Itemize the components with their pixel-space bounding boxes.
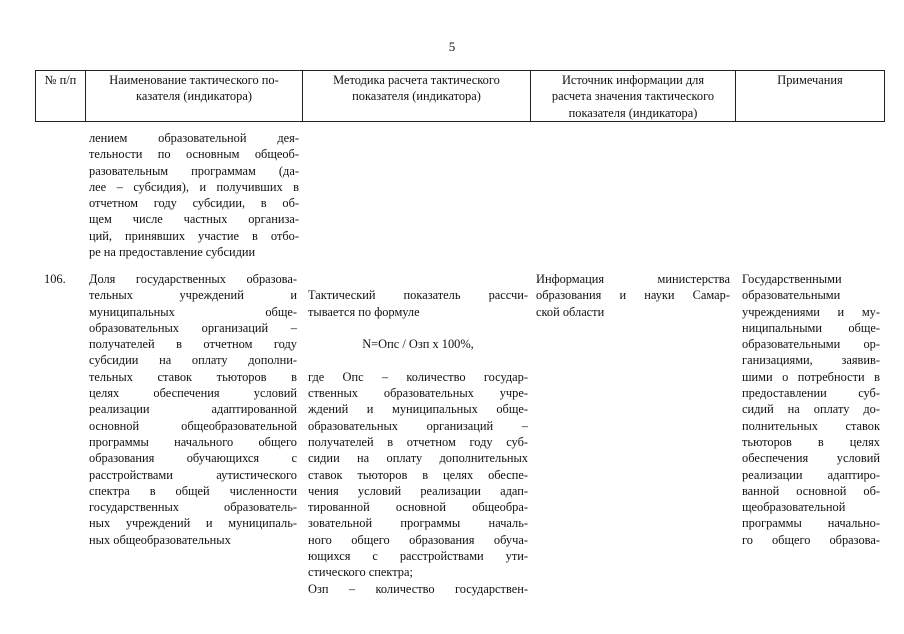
text-line: ющихся с расстройствами ути- — [308, 549, 528, 564]
text-line: тельности по основным общеоб- — [89, 147, 299, 162]
text-line: Информация министерства — [536, 272, 730, 286]
text-line: образовательных организаций – — [308, 418, 528, 433]
text-line: ганизациями, заявив- — [742, 353, 880, 368]
header-col-method: Методика расчета тактического показателя (индикатора) — [303, 71, 531, 121]
page-number: 5 — [448, 39, 456, 54]
text-line: реализации адаптированной — [89, 402, 297, 417]
text-line: ской области — [536, 304, 605, 319]
text-line: сидий на оплату до- — [742, 402, 880, 417]
text-line: ждений и муниципальных обще- — [308, 402, 528, 417]
text-line: стического спектра; — [308, 565, 413, 580]
text-line: Озп – количество государствен- — [308, 581, 528, 596]
text-line: образовательными — [742, 288, 841, 303]
text-line: шими о потребности в — [742, 369, 880, 384]
text-line: зовательной программы началь- — [308, 516, 528, 531]
text-line: Государственными — [742, 272, 842, 286]
text-line: образовательными ор- — [742, 337, 880, 352]
text-line: где Опс – количество государ- — [308, 369, 528, 384]
continued-row-name — [89, 130, 299, 260]
text-line: отчетном году субсидии, в об- — [89, 196, 299, 211]
text-line: полнительных ставок — [742, 418, 880, 433]
text-line: ре на предоставление субсидии — [89, 245, 256, 260]
text-line: го общего образова- — [742, 532, 880, 547]
header-col-source: Источник информации для расчета значения тактического показателя (индикатора) — [531, 71, 736, 121]
text-line: получателей в отчетном году суб- — [308, 434, 528, 449]
text-line: ванной основной об- — [742, 483, 880, 498]
text-line: образования обучающихся с — [89, 451, 297, 466]
text-line: щеобразовательной — [742, 500, 846, 515]
row-notes — [742, 271, 880, 548]
text-line: лее – субсидия), и получивших в — [89, 179, 299, 194]
text-line: тывается по формуле — [308, 304, 420, 319]
text-line: получателей в отчетном году — [89, 337, 297, 352]
text-line: программы начально- — [742, 516, 880, 531]
text-line: тьюторов в целях — [742, 434, 880, 449]
text-line: ного общего образования обуча- — [308, 532, 528, 547]
method-body — [308, 369, 528, 597]
text-line: муниципальных обще- — [89, 304, 297, 319]
text-line: ных учреждений и муниципаль- — [89, 516, 297, 531]
text-line: целях обеспечения условий — [89, 386, 297, 401]
text-line: щем числе частных организа- — [89, 212, 299, 227]
text-line: учреждениями и му- — [742, 304, 880, 319]
text-line: чения условий реализации адап- — [308, 483, 528, 498]
text-line: расстройствами аутистического — [89, 467, 297, 482]
text-line: государственных образователь- — [89, 500, 297, 515]
text-line: предоставлении суб- — [742, 386, 880, 401]
text-line: лением образовательной дея- — [89, 131, 299, 145]
header-col-name: Наименование тактического по- казателя (индикатора) — [86, 71, 303, 121]
row-source — [536, 271, 730, 320]
text-line: образования и науки Самар- — [536, 288, 730, 303]
text-line: программы начального общего — [89, 434, 297, 449]
text-line: ставок тьюторов в целях обеспе- — [308, 467, 528, 482]
text-line: ственных образовательных учре- — [308, 386, 528, 401]
method-intro — [308, 287, 528, 320]
text-line: тельных учреждений и — [89, 288, 297, 303]
text-line: тированной основной общеобра- — [308, 500, 528, 515]
text-line: ных общеобразовательных — [89, 532, 231, 547]
text-line: Тактический показатель рассчи- — [308, 288, 528, 303]
row-method — [308, 271, 528, 613]
text-line: спектра в общей численности — [89, 483, 297, 498]
text-line: ций, принявших участие в отбо- — [89, 228, 299, 243]
text-line: сидии на оплату дополнительных — [308, 451, 528, 466]
table-header — [35, 70, 885, 122]
text-line: образовательных организаций – — [89, 320, 297, 335]
header-col-number: № п/п — [36, 71, 86, 121]
text-line: тельных ставок тьюторов в — [89, 369, 297, 384]
text-line: субсидии на оплату дополни- — [89, 353, 297, 368]
text-line: обеспечения условий — [742, 451, 880, 466]
text-line: основной общеобразовательной — [89, 418, 297, 433]
header-col-notes: Примечания — [777, 73, 843, 87]
text-line: разовательным программам (да- — [89, 163, 299, 178]
text-line: ниципальными обще- — [742, 320, 880, 335]
row-number: 106. — [44, 272, 66, 286]
row-indicator-name — [89, 271, 297, 548]
text-line: реализации адаптиро- — [742, 467, 880, 482]
text-line: Доля государственных образова- — [89, 272, 297, 286]
method-formula: N=Опс / Озп х 100%, — [362, 337, 474, 352]
